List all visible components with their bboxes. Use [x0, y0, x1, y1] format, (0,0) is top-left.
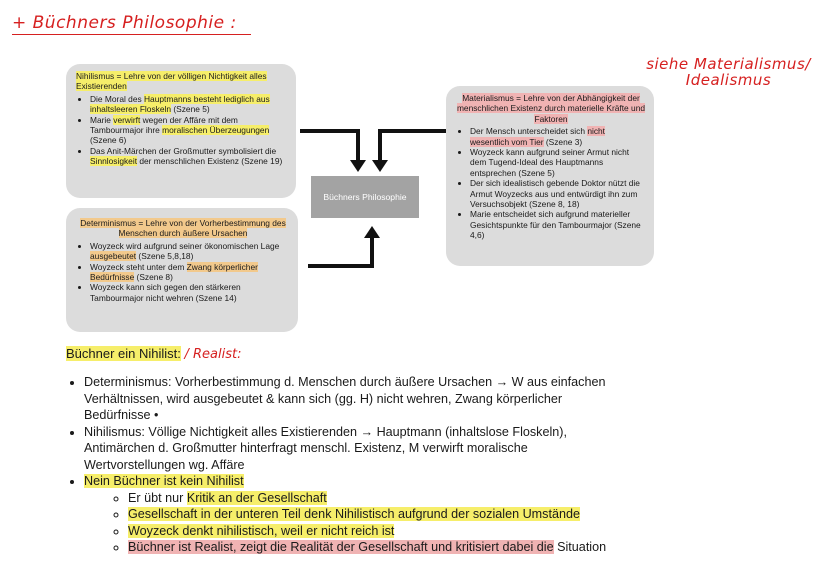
list-item: • Marie entscheidet sich aufgrund materieller Gesichtspunkte für den Tambourmajor (Szene 4,6): [470, 209, 646, 240]
list-item: • Woyzeck wird aufgrund seiner ökonomischen Lage ausgebeutet (Szene 5,8,18): [90, 241, 290, 262]
list-item: • Der Mensch unterscheidet sich nicht wesentlich vom Tier (Szene 3): [470, 126, 646, 147]
list-item: • Marie verwirft wegen der Affäre mit dem Tambourmajor ihre moralischen Überzeugungen (Szene 6): [90, 115, 288, 146]
list-item: • Determinismus: Vorherbestimmung d. Menschen durch äußere Ursachen → W aus einfachen Verhältnissen, wird ausgebeutet & kann sich (gg. H) nicht wehren, Zwang körperlicher Bedürfnisse •: [84, 374, 618, 424]
side-note: [636, 56, 821, 88]
center-box: Büchners Philosophie: [311, 176, 419, 218]
side-note-line1: siehe Materialismus/: [646, 55, 811, 73]
arrowhead-1: [350, 160, 366, 172]
arrow-from-determinismus: [308, 235, 372, 266]
list-item: • Nein Büchner ist kein Nihilist ◦ Er übt nur Kritik an der Gesellschaft ◦ Gesellschaft in der unteren Teil denk Nihilistisch aufgrund der sozialen Umstände ◦ Woyzeck denkt nihilistisch, weil er nicht reich ist ◦ Büchner ist Realist, zeigt die Realität der Gesellschaft und kritisiert dabei die Situation: [84, 473, 618, 556]
arrowhead-2: [372, 160, 388, 172]
materialismus-box: [446, 86, 654, 266]
arrow-from-materialismus: [380, 131, 446, 164]
determinismus-title: Determinismus = Lehre von der Vorherbestimmung des Menschen durch äußere Ursachen: [80, 218, 286, 239]
list-item: • Nihilismus: Völlige Nichtigkeit alles Existierenden → Hauptmann (inhaltslose Floskeln), Antimärchen d. Großmutter hinterfragt menschl. Existenz, M verwirft moralische Wertvorstellungen wg. Affäre: [84, 424, 618, 474]
list-item: • Woyzeck kann sich gegen den stärkeren Tambourmajor nicht wehren (Szene 14): [90, 282, 290, 303]
list-item: • Woyzeck steht unter dem Zwang körperlicher Bedürfnisse (Szene 8): [90, 262, 290, 283]
nihilismus-box: [66, 64, 296, 198]
bullet-list: [58, 374, 618, 556]
determinismus-box: [66, 208, 298, 332]
list-item: • Die Moral des Hauptmanns besteht lediglich aus inhaltsleeren Floskeln (Szene 5): [90, 94, 288, 115]
section-title: Büchner ein Nihilist: / Realist:: [66, 346, 242, 362]
sub-list-item: ◦ Er übt nur Kritik an der Gesellschaft: [128, 490, 618, 507]
sub-list-item: ◦ Büchner ist Realist, zeigt die Realität der Gesellschaft und kritisiert dabei die Situation: [128, 539, 618, 556]
list-item: • Das Anit-Märchen der Großmutter symbolisiert die Sinnlosigkeit der menschlichen Existenz (Szene 19): [90, 146, 288, 167]
arrow-from-nihilismus: [300, 131, 358, 164]
materialismus-title: Materialismus = Lehre von der Abhängigkeit der menschlichen Existenz durch materielle Kräfte und Faktoren: [456, 93, 646, 124]
sub-list-item: ◦ Gesellschaft in der unteren Teil denk Nihilistisch aufgrund der sozialen Umstände: [128, 506, 618, 523]
handwritten-heading: + Büchners Philosophie :: [12, 12, 251, 35]
sub-list-item: ◦ Woyzeck denkt nihilistisch, weil er nicht reich ist: [128, 523, 618, 540]
list-item: • Der sich idealistisch gebende Doktor nützt die Armut Woyzecks aus und entwürdigt ihn zum Versuchsobjekt (Szene 8, 18): [470, 178, 646, 209]
list-item: • Woyzeck kann aufgrund seiner Armut nicht dem Tugend-Ideal des Hauptmanns entsprechen (Szene 5): [470, 147, 646, 178]
nihilismus-title: Nihilismus = Lehre von der völligen Nichtigkeit alles Existierenden: [76, 71, 267, 92]
side-note-line2: Idealismus: [685, 71, 772, 89]
arrowhead-3: [364, 226, 380, 238]
